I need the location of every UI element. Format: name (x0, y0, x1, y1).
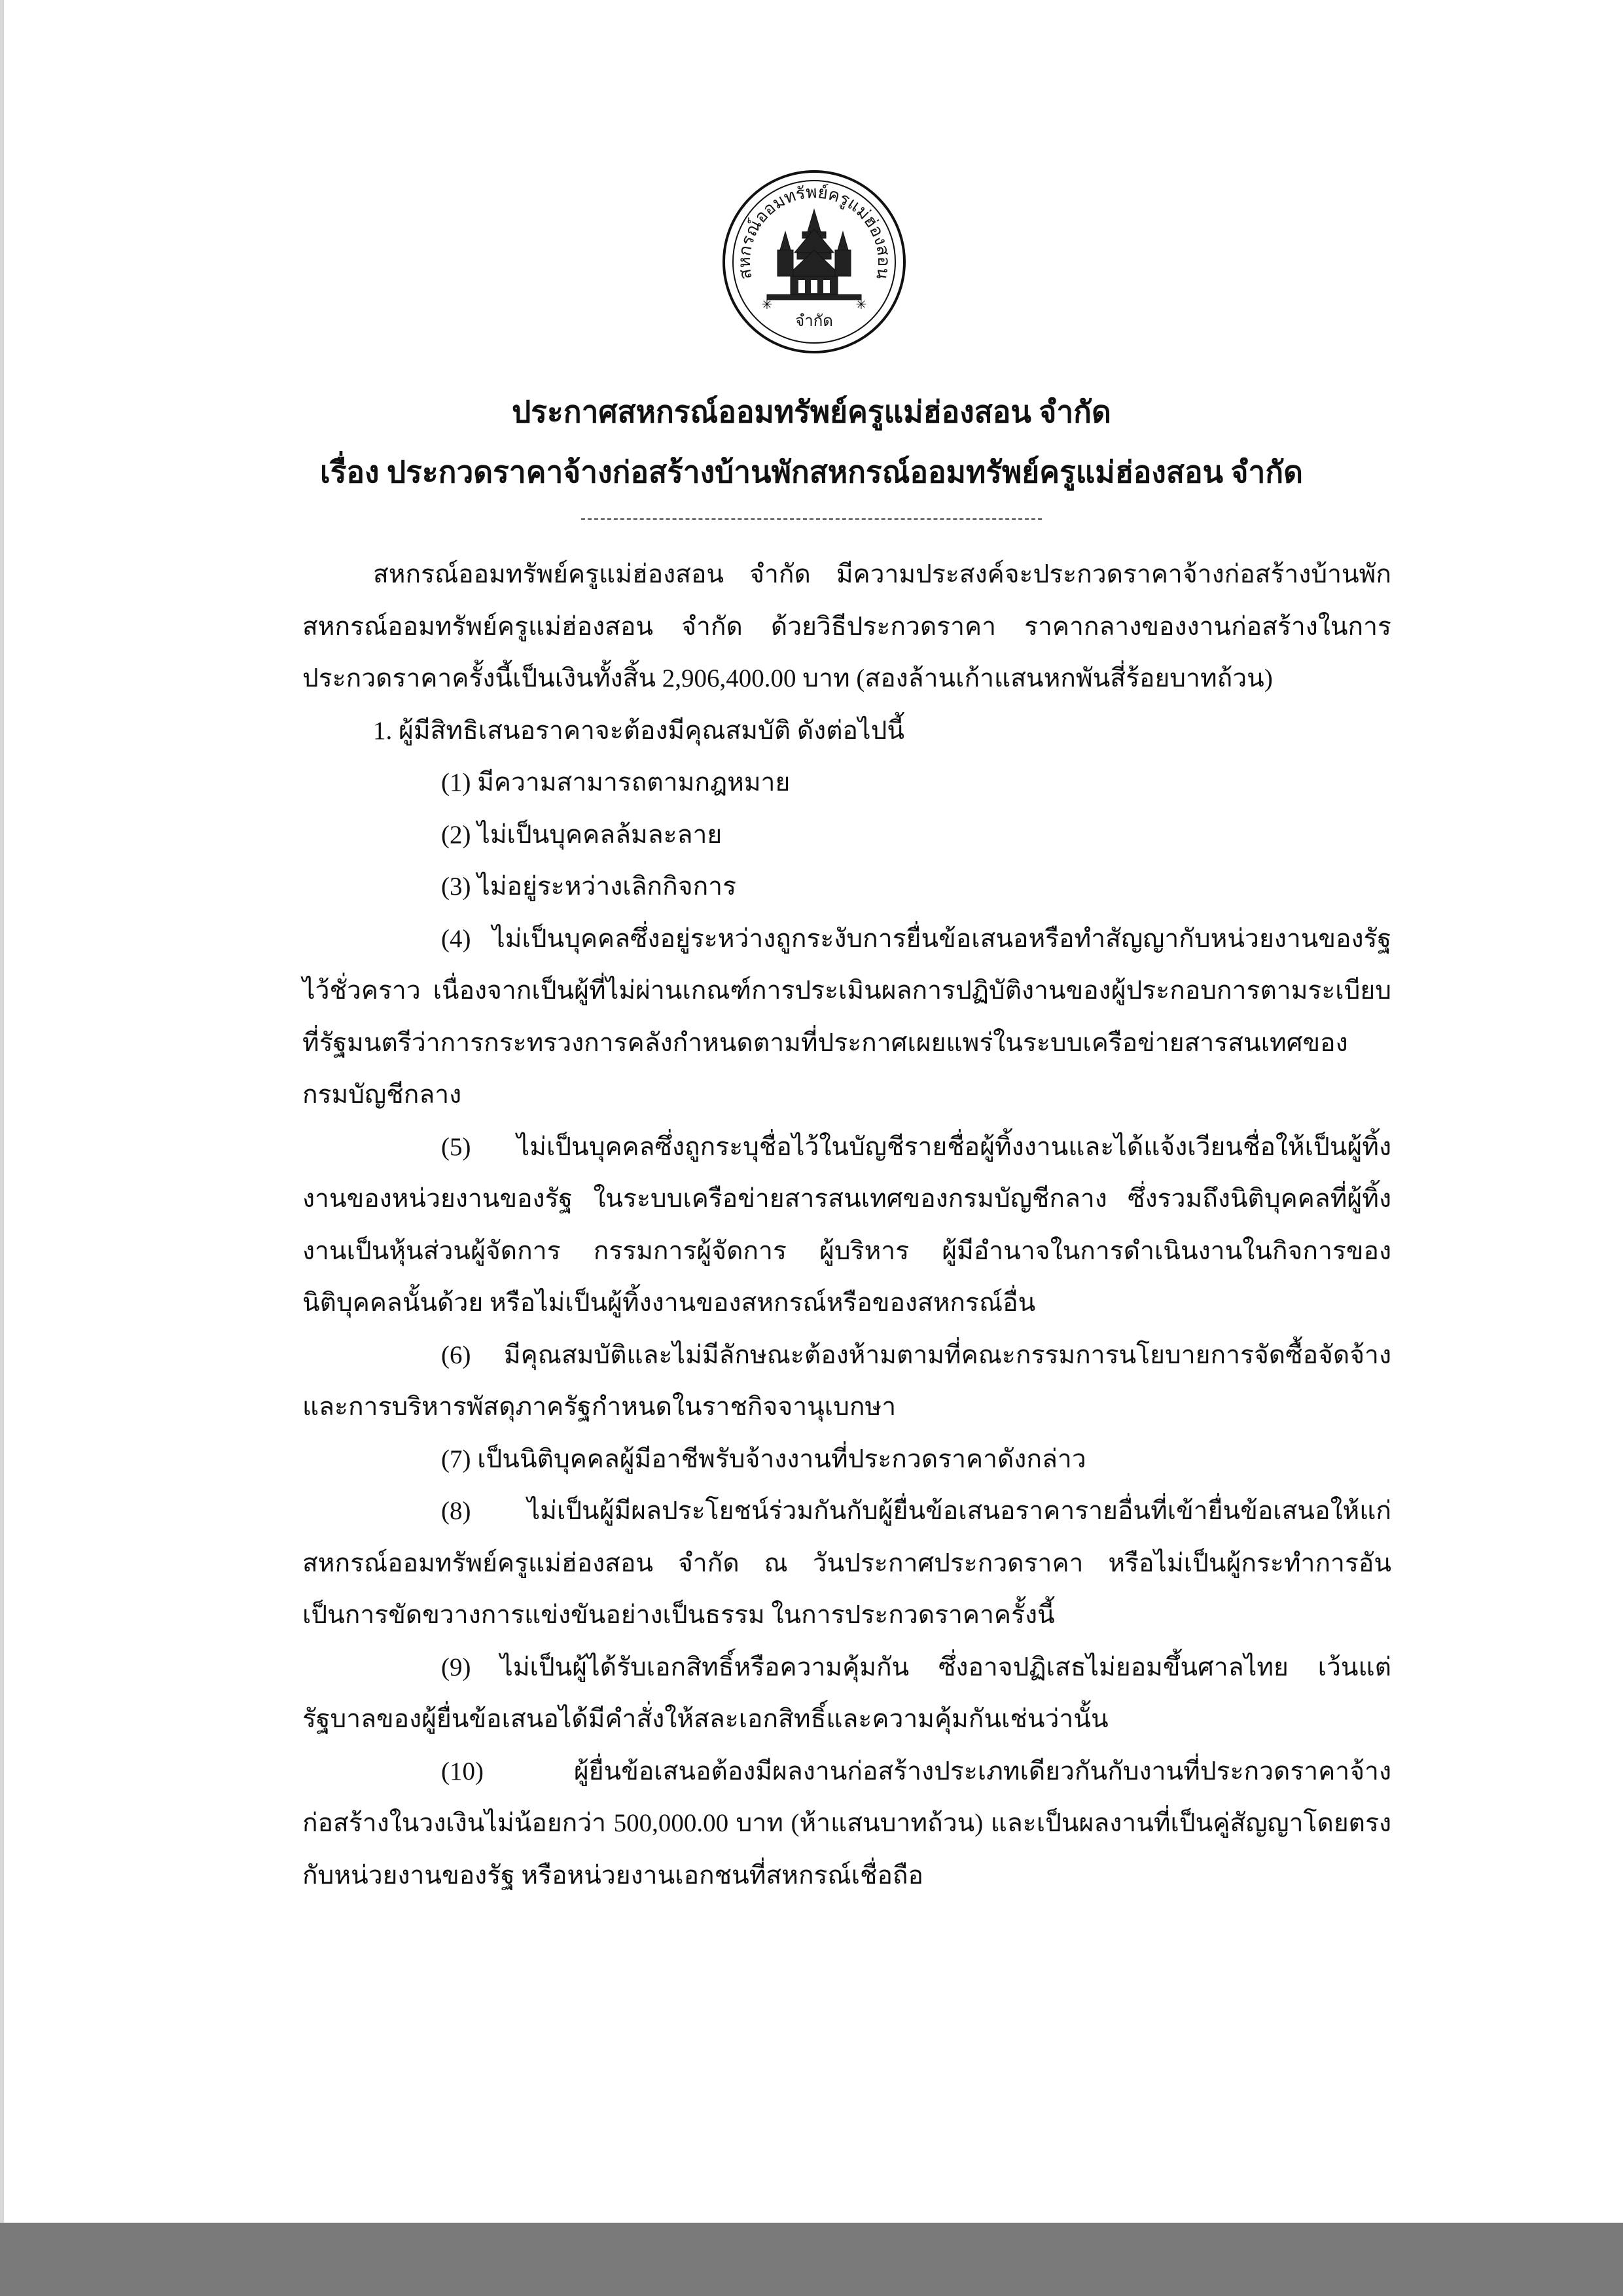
section-1-heading: 1. ผู้มีสิทธิเสนอราคาจะต้องมีคุณสมบัติ ดังต่อไปนี้ (373, 716, 904, 745)
qualification-item: (4) ไม่เป็นบุคคลซึ่งอยู่ระหว่างถูกระงับการยื่นข้อเสนอหรือทำสัญญากับหน่วยงานของรัฐไว้ชั่วคราว เนื่องจากเป็นผู้ที่ไม่ผ่านเกณฑ์การประเมินผลการปฏิบัติงานของผู้ประกอบการตามระเบียบที่รัฐมนตรีว่าการกระทรวงการคลังกำหนดตามที่ประกาศเผยแพร่ในระบบเครือข่ายสารสนเทศของกรมบัญชีกลาง (302, 924, 1391, 1109)
title-divider (581, 518, 1042, 520)
qualification-item: (2) ไม่เป็นบุคคลล้มละลาย (441, 820, 722, 849)
qualification-item: (9) ไม่เป็นผู้ได้รับเอกสิทธิ์หรือความคุ้มกัน ซึ่งอาจปฏิเสธไม่ยอมขึ้นศาลไทย เว้นแต่รัฐบาลของผู้ยื่นข้อเสนอได้มีคำสั่งให้สละเอกสิทธิ์และความคุ้มกันเช่นว่านั้น (302, 1653, 1391, 1733)
intro-paragraph: สหกรณ์ออมทรัพย์ครูแม่ฮ่องสอน จำกัด มีความประสงค์จะประกวดราคาจ้างก่อสร้างบ้านพักสหกรณ์ออมทรัพย์ครูแม่ฮ่องสอน จำกัด ด้วยวิธีประกวดราคา ราคากลางของงานก่อสร้างในการประกวดราคาครั้งนี้เป็นเงินทั้งสิ้น 2,906,400.00 บาท (สองล้านเก้าแสนหกพันสี่ร้อยบาทถ้วน) (302, 560, 1391, 692)
qualification-item: (1) มีความสามารถตามกฎหมาย (441, 768, 791, 797)
announcement-body (302, 548, 1391, 1901)
qualification-item: (3) ไม่อยู่ระหว่างเลิกกิจการ (441, 872, 737, 901)
page-edge (0, 0, 4, 2296)
qualification-item: (6) มีคุณสมบัติและไม่มีลักษณะต้องห้ามตามที่คณะกรรมการนโยบายการจัดซื้อจัดจ้างและการบริหารพัสดุภาครัฐกำหนดในราชกิจจานุเบกษา (302, 1340, 1391, 1421)
qualification-item: (10) ผู้ยื่นข้อเสนอต้องมีผลงานก่อสร้างประเภทเดียวกันกับงานที่ประกวดราคาจ้างก่อสร้างในวงเงินไม่น้อยกว่า 500,000.00 บาท (ห้าแสนบาทถ้วน) และเป็นผลงานที่เป็นคู่สัญญาโดยตรงกับหน่วยงานของรัฐ หรือหน่วยงานเอกชนที่สหกรณ์เชื่อถือ (302, 1757, 1391, 1890)
cooperative-seal (721, 169, 907, 355)
qualification-item: (5) ไม่เป็นบุคคลซึ่งถูกระบุชื่อไว้ในบัญชีรายชื่อผู้ทิ้งงานและได้แจ้งเวียนชื่อให้เป็นผู้ทิ้งงานของหน่วยงานของรัฐ ในระบบเครือข่ายสารสนเทศของกรมบัญชีกลาง ซึ่งรวมถึงนิติบุคคลที่ผู้ทิ้งงานเป็นหุ้นส่วนผู้จัดการ กรรมการผู้จัดการ ผู้บริหาร ผู้มีอำนาจในการดำเนินงานในกิจการของนิติบุคคลนั้นด้วย หรือไม่เป็นผู้ทิ้งงานของสหกรณ์หรือของสหกรณ์อื่น (302, 1132, 1391, 1317)
seal-ring-text: สหกรณ์ออมทรัพย์ครูแม่ฮ่องสอน (734, 183, 894, 281)
seal-emblem-icon (721, 169, 907, 355)
seal-bottom-text: จำกัด (795, 312, 833, 330)
qualification-item: (7) เป็นนิติบุคคลผู้มีอาชีพรับจ้างงานที่ประกวดราคาดังกล่าว (441, 1444, 1086, 1473)
qualification-item: (8) ไม่เป็นผู้มีผลประโยชน์ร่วมกันกับผู้ยื่นข้อเสนอราคารายอื่นที่เข้ายื่นข้อเสนอให้แก่สหกรณ์ออมทรัพย์ครูแม่ฮ่องสอน จำกัด ณ วันประกาศประกวดราคา หรือไม่เป็นผู้กระทำการอันเป็นการขัดขวางการแข่งขันอย่างเป็นธรรม ในการประกวดราคาครั้งนี้ (302, 1497, 1391, 1629)
announcement-subject: เรื่อง ประกวดราคาจ้างก่อสร้างบ้านพักสหกรณ์ออมทรัพย์ครูแม่ฮ่องสอน จำกัด (319, 456, 1304, 489)
scan-edge-band (0, 2223, 1623, 2296)
svg-text:✳: ✳ (761, 296, 773, 312)
svg-text:✳: ✳ (855, 296, 867, 312)
announcement-title: ประกาศสหกรณ์ออมทรัพย์ครูแม่ฮ่องสอน จำกัด (512, 395, 1111, 429)
